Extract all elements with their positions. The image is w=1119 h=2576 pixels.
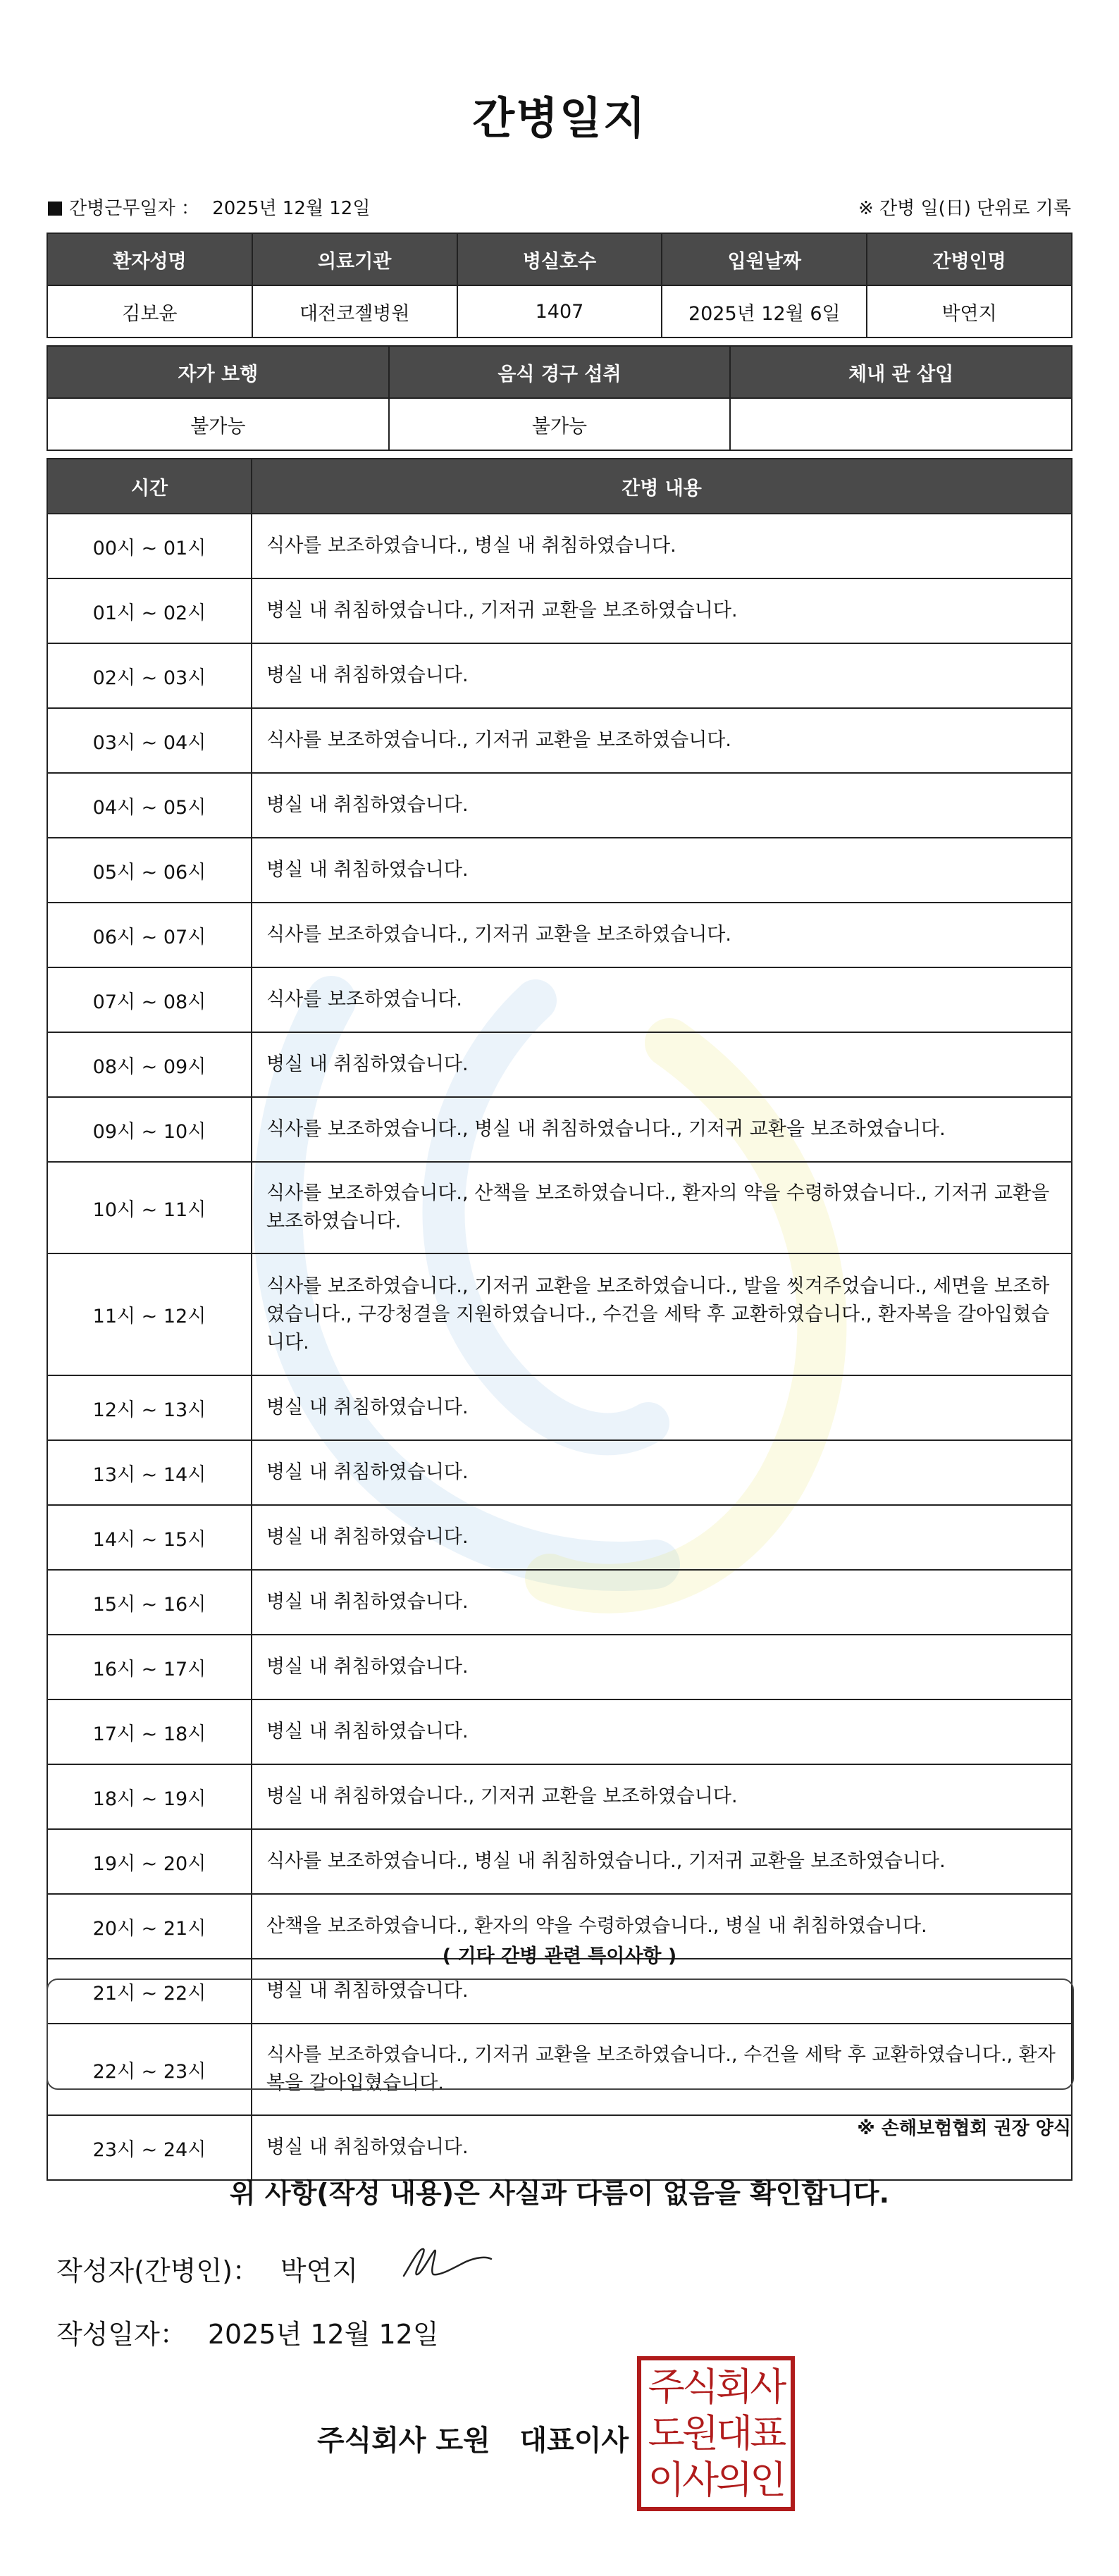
header-tube-insertion: 체내 관 삽입 [730, 346, 1072, 398]
author-name: 박연지 [280, 2255, 359, 2286]
square-bullet-icon [48, 202, 62, 216]
care-log-header-row [47, 459, 1072, 514]
handwritten-signature [398, 2241, 497, 2283]
time-cell: 10시 ~ 11시 [47, 1162, 252, 1253]
time-cell: 14시 ~ 15시 [47, 1505, 252, 1570]
time-cell: 17시 ~ 18시 [47, 1699, 252, 1764]
time-cell: 09시 ~ 10시 [47, 1097, 252, 1162]
header-patient-name: 환자성명 [47, 233, 252, 285]
table-row [47, 708, 1072, 773]
table-row [47, 643, 1072, 708]
time-cell: 03시 ~ 04시 [47, 708, 252, 773]
room-number: 1407 [457, 285, 662, 338]
header-room-number: 병실호수 [457, 233, 662, 285]
time-cell: 11시 ~ 12시 [47, 1253, 252, 1375]
table-row [47, 1097, 1072, 1162]
time-cell: 22시 ~ 23시 [47, 2024, 252, 2115]
care-log-table [47, 458, 1072, 2181]
company-representative: 주식회사 도원 대표이사 [317, 2425, 629, 2457]
content-cell: 식사를 보조하였습니다., 기저귀 교환을 보조하였습니다. [252, 708, 1072, 773]
seal-line: 이사의인 [648, 2458, 784, 2502]
time-cell: 01시 ~ 02시 [47, 578, 252, 643]
table-row [47, 967, 1072, 1032]
author-label: 작성자(간병인)： [56, 2255, 259, 2286]
time-cell: 07시 ~ 08시 [47, 967, 252, 1032]
remarks-title: ( 기타 간병 관련 특이사항 ) [442, 1945, 677, 1967]
table-row [47, 903, 1072, 967]
company-seal [637, 2356, 795, 2511]
table-row [47, 1440, 1072, 1505]
record-note: ※ 간병 일(日) 단위로 기록 [858, 198, 1071, 219]
time-cell: 12시 ~ 13시 [47, 1375, 252, 1440]
content-cell: 병실 내 취침하였습니다. [252, 773, 1072, 838]
patient-info-header-row [47, 233, 1072, 285]
table-row [47, 1032, 1072, 1097]
table-row [47, 1253, 1072, 1375]
written-date-label: 작성일자： [56, 2319, 187, 2350]
time-cell: 20시 ~ 21시 [47, 1894, 252, 1959]
content-cell: 병실 내 취침하였습니다. [252, 1570, 1072, 1635]
time-cell: 21시 ~ 22시 [47, 1959, 252, 2024]
content-cell: 병실 내 취침하였습니다. [252, 1635, 1072, 1699]
content-cell: 병실 내 취침하였습니다. [252, 1032, 1072, 1097]
work-date-line [48, 194, 370, 220]
table-row [47, 838, 1072, 903]
author-line [56, 2249, 358, 2288]
time-cell: 06시 ~ 07시 [47, 903, 252, 967]
document-title: 간병일지 [472, 92, 647, 144]
admission-date: 2025년 12월 6일 [662, 285, 867, 338]
content-cell: 식사를 보조하였습니다., 기저귀 교환을 보조하였습니다., 발을 씻겨주었습니다., 세면을 보조하였습니다., 구강청결을 지원하였습니다., 수건을 세탁 후 교환하였습니다., 환자복을 갈아입혔습니다. [252, 1253, 1072, 1375]
seal-line: 도원대표 [648, 2411, 784, 2456]
content-cell: 식사를 보조하였습니다., 병실 내 취침하였습니다., 기저귀 교환을 보조하였습니다. [252, 1829, 1072, 1894]
seal-line: 주식회사 [648, 2365, 784, 2409]
content-cell: 병실 내 취침하였습니다. [252, 1505, 1072, 1570]
content-cell: 식사를 보조하였습니다. [252, 967, 1072, 1032]
content-cell: 병실 내 취침하였습니다. [252, 2115, 1072, 2180]
table-row [47, 578, 1072, 643]
header-hospital: 의료기관 [252, 233, 457, 285]
header-care-content: 간병 내용 [252, 459, 1072, 514]
content-cell: 식사를 보조하였습니다., 산책을 보조하였습니다., 환자의 약을 수령하였습니다., 기저귀 교환을 보조하였습니다. [252, 1162, 1072, 1253]
written-date: 2025년 12월 12일 [207, 2319, 439, 2350]
header-caregiver-name: 간병인명 [867, 233, 1072, 285]
content-cell: 병실 내 취침하였습니다. [252, 1375, 1072, 1440]
content-cell: 산책을 보조하였습니다., 환자의 약을 수령하였습니다., 병실 내 취침하였습니다. [252, 1894, 1072, 1959]
remarks-box [47, 1979, 1074, 2090]
header-admission-date: 입원날짜 [662, 233, 867, 285]
table-row [47, 514, 1072, 578]
content-cell: 병실 내 취침하였습니다., 기저귀 교환을 보조하였습니다. [252, 578, 1072, 643]
time-cell: 04시 ~ 05시 [47, 773, 252, 838]
hospital: 대전코젤병원 [252, 285, 457, 338]
oral-intake: 불가능 [389, 398, 731, 450]
patient-status-header-row [47, 346, 1072, 398]
time-cell: 15시 ~ 16시 [47, 1570, 252, 1635]
table-row [47, 1829, 1072, 1894]
table-row [47, 1505, 1072, 1570]
content-cell: 식사를 보조하였습니다., 기저귀 교환을 보조하였습니다., 수건을 세탁 후 교환하였습니다., 환자복을 갈아입혔습니다. [252, 2024, 1072, 2115]
tube-insertion [730, 398, 1072, 450]
table-row [47, 1162, 1072, 1253]
time-cell: 13시 ~ 14시 [47, 1440, 252, 1505]
time-cell: 23시 ~ 24시 [47, 2115, 252, 2180]
content-cell: 병실 내 취침하였습니다. [252, 1440, 1072, 1505]
table-row [47, 1570, 1072, 1635]
time-cell: 19시 ~ 20시 [47, 1829, 252, 1894]
header-oral-intake: 음식 경구 섭취 [389, 346, 731, 398]
time-cell: 16시 ~ 17시 [47, 1635, 252, 1699]
content-cell: 식사를 보조하였습니다., 기저귀 교환을 보조하였습니다. [252, 903, 1072, 967]
time-cell: 00시 ~ 01시 [47, 514, 252, 578]
caregiver-name: 박연지 [867, 285, 1072, 338]
header-self-walking: 자가 보행 [47, 346, 389, 398]
patient-info-value-row [47, 285, 1072, 338]
content-cell: 병실 내 취침하였습니다. [252, 1959, 1072, 2024]
written-date-line [56, 2312, 439, 2351]
time-cell: 02시 ~ 03시 [47, 643, 252, 708]
work-date-label: 간병근무일자 ： [69, 198, 199, 219]
form-notice: ※ 손해보험협회 권장 양식 [857, 2118, 1071, 2139]
header-time: 시간 [47, 459, 252, 514]
content-cell: 병실 내 취침하였습니다. [252, 838, 1072, 903]
patient-status-table [47, 345, 1072, 451]
table-row [47, 773, 1072, 838]
content-cell: 병실 내 취침하였습니다., 기저귀 교환을 보조하였습니다. [252, 1764, 1072, 1829]
content-cell: 병실 내 취침하였습니다. [252, 1699, 1072, 1764]
table-row [47, 1764, 1072, 1829]
time-cell: 05시 ~ 06시 [47, 838, 252, 903]
patient-name: 김보윤 [47, 285, 252, 338]
table-row [47, 1699, 1072, 1764]
confirmation-statement: 위 사항(작성 내용)은 사실과 다름이 없음을 확인합니다. [229, 2178, 890, 2209]
table-row [47, 1375, 1072, 1440]
time-cell: 08시 ~ 09시 [47, 1032, 252, 1097]
time-cell: 18시 ~ 19시 [47, 1764, 252, 1829]
self-walking: 불가능 [47, 398, 389, 450]
content-cell: 병실 내 취침하였습니다. [252, 643, 1072, 708]
patient-info-table [47, 233, 1072, 338]
patient-status-value-row [47, 398, 1072, 450]
table-row [47, 1635, 1072, 1699]
work-date-value: 2025년 12월 12일 [212, 198, 371, 219]
content-cell: 식사를 보조하였습니다., 병실 내 취침하였습니다. [252, 514, 1072, 578]
content-cell: 식사를 보조하였습니다., 병실 내 취침하였습니다., 기저귀 교환을 보조하였습니다. [252, 1097, 1072, 1162]
